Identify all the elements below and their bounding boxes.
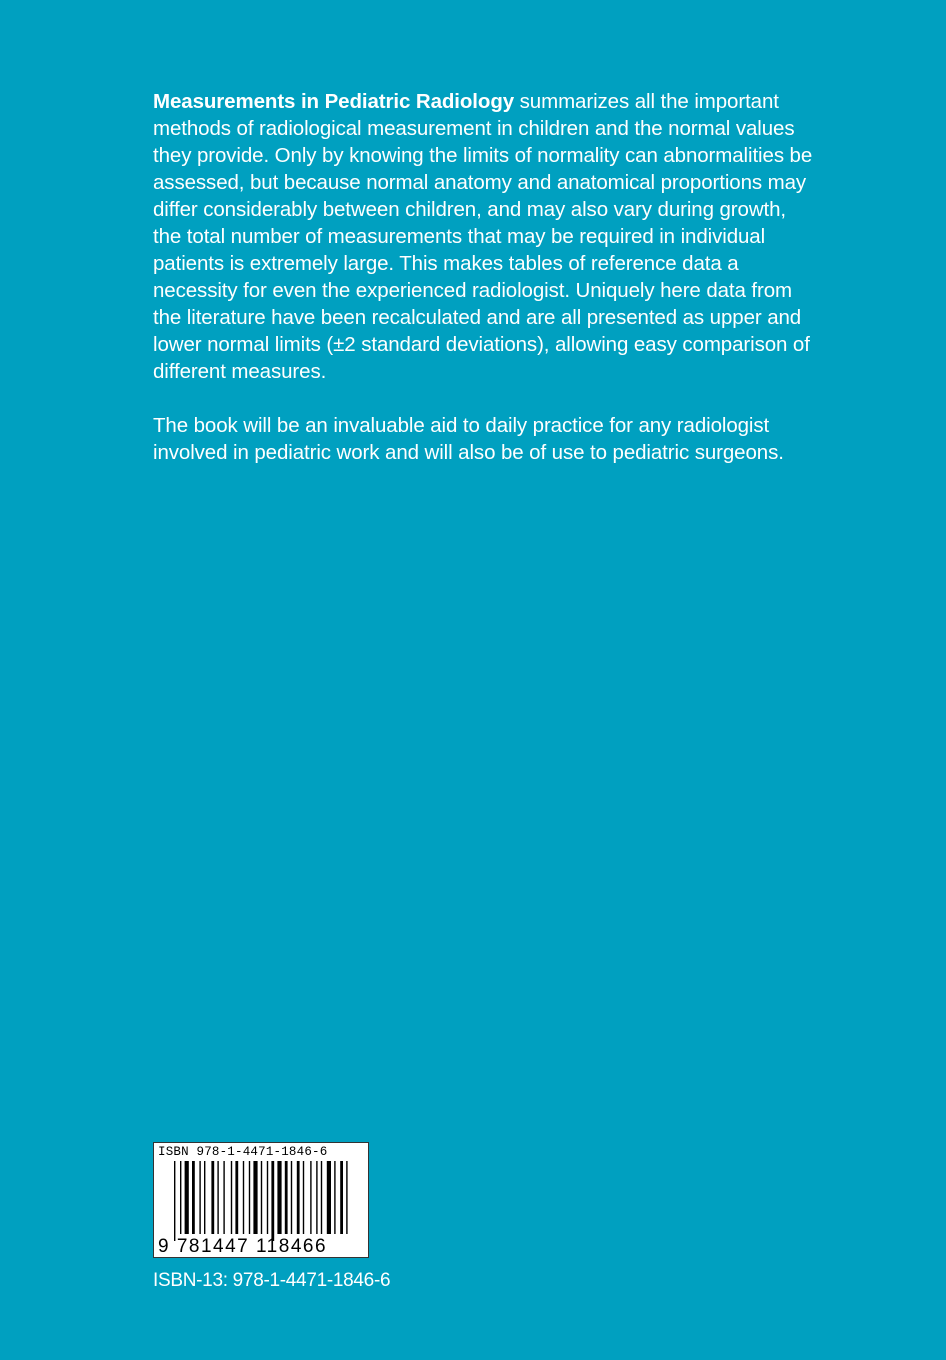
barcode-isbn-label: ISBN 978-1-4471-1846-6: [158, 1145, 328, 1159]
barcode-bar: [297, 1161, 300, 1234]
blurb-paragraph-2: The book will be an invaluable aid to daily practice for any radiologist involved in pediatric work and will also be of use to pediatric surgeons.: [153, 414, 784, 464]
barcode-bar: [249, 1161, 250, 1234]
barcode-bar: [185, 1161, 189, 1234]
barcode-bar: [334, 1161, 335, 1234]
barcode-bar: [327, 1161, 331, 1234]
barcode-bar: [243, 1161, 244, 1234]
barcode-bar: [303, 1161, 304, 1234]
barcode: [153, 1142, 369, 1258]
barcode-bar: [267, 1161, 268, 1234]
barcode-bar: [271, 1161, 274, 1241]
barcode-bar: [291, 1161, 292, 1234]
barcode-bar: [261, 1161, 262, 1234]
barcode-bar: [199, 1161, 200, 1234]
barcode-bar: [310, 1161, 311, 1234]
book-title: Measurements in Pediatric Radiology: [153, 90, 515, 113]
barcode-bar: [217, 1161, 218, 1234]
barcode-bar: [316, 1161, 317, 1234]
barcode-bar: [204, 1161, 205, 1234]
barcode-bar: [346, 1161, 347, 1234]
blurb-paragraph-1-body: summarizes all the important methods of radiological measurement in children and the normal values they provide. Only by knowing the limits of normality can abnormalities be assessed, but because normal anatomy and anatomical proportions may differ considerably between children, and may also vary during growth, the total number of measurements that may be required in individual patients is extremely large. This makes tables of reference data a necessity for even the experienced radiologist. Uniquely here data from the literature have been recalculated and are all presented as upper and lower normal limits (±2 standard deviations), allowing easy comparison of different measures.: [153, 90, 813, 383]
blurb-paragraph-1: [153, 88, 813, 385]
barcode-ean-digits: 9 781447 118466: [158, 1236, 328, 1257]
barcode-bar: [180, 1161, 181, 1234]
barcode-bar: [235, 1161, 238, 1234]
barcode-bar: [253, 1161, 257, 1234]
barcode-bar: [340, 1161, 343, 1234]
barcode-bar: [192, 1161, 195, 1234]
isbn-13: ISBN-13: 978-1-4471-1846-6: [153, 1270, 391, 1291]
blurb-text: [153, 88, 813, 466]
barcode-bar: [223, 1161, 224, 1234]
barcode-bar: [174, 1161, 175, 1241]
barcode-bar: [277, 1161, 281, 1234]
barcode-bar: [321, 1161, 322, 1234]
barcode-bar: [285, 1161, 288, 1234]
barcode-bar: [231, 1161, 232, 1234]
barcode-bar: [211, 1161, 214, 1234]
